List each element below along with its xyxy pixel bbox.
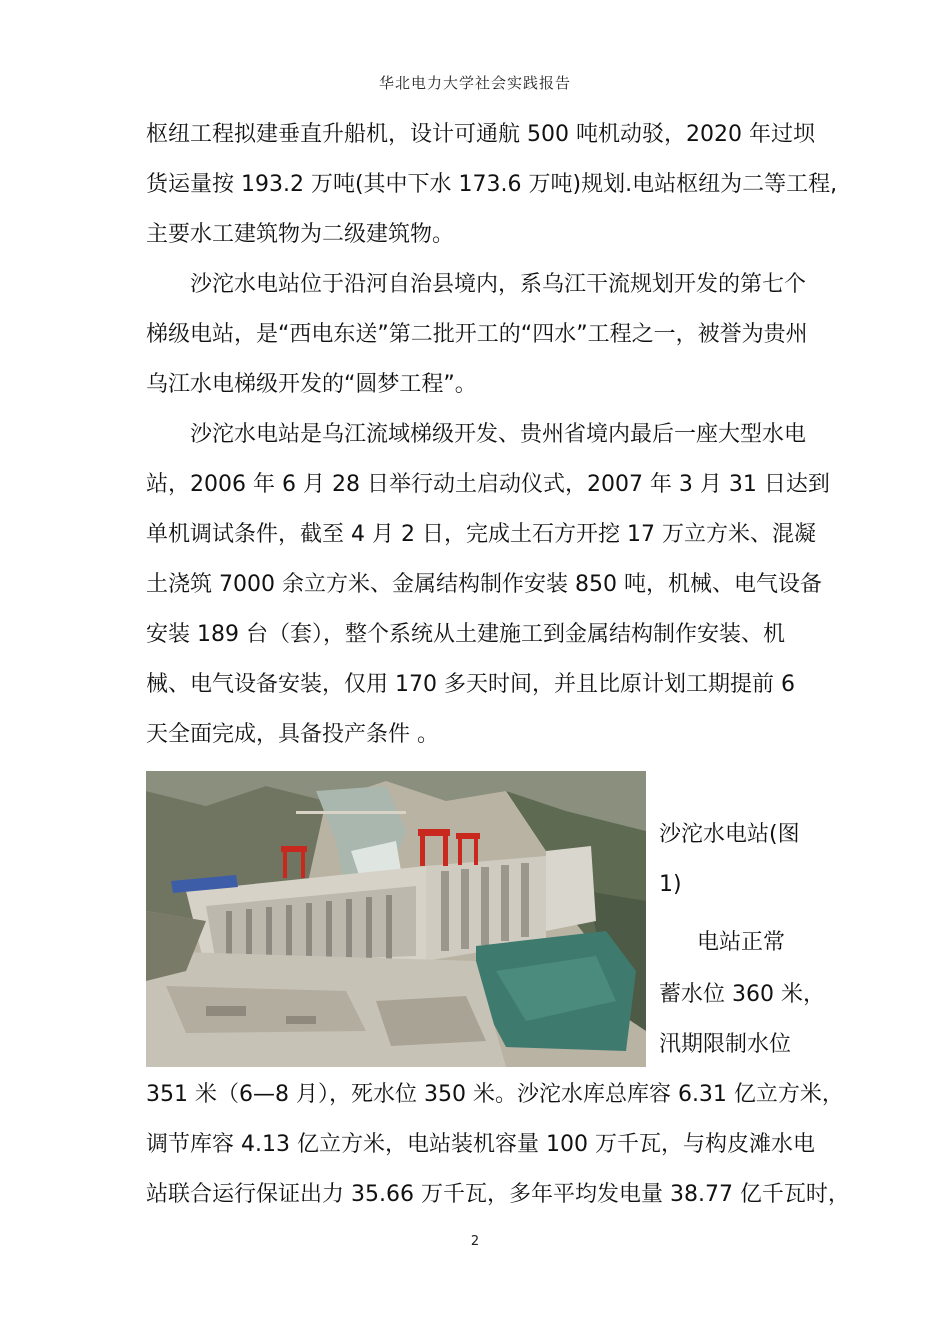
figure-caption: 1) xyxy=(659,872,682,897)
paragraph-line: 土浇筑 7000 余立方米、金属结构制作安装 850 吨，机械、电气设备 xyxy=(146,572,822,597)
paragraph-line: 站联合运行保证出力 35.66 万千瓦，多年平均发电量 38.77 亿千瓦时， xyxy=(146,1182,850,1207)
dam-photo xyxy=(146,771,646,1067)
paragraph-line: 乌江水电梯级开发的“圆梦工程”。 xyxy=(146,372,477,397)
paragraph-line: 天全面完成，具备投产条件 。 xyxy=(146,722,439,747)
paragraph-line: 站，2006 年 6 月 28 日举行动土启动仪式，2007 年 3 月 31 日达到 xyxy=(146,472,830,497)
paragraph-line: 蓄水位 360 米， xyxy=(659,982,825,1007)
paragraph-line: 调节库容 4.13 亿立方米，电站装机容量 100 万千瓦，与构皮滩水电 xyxy=(146,1132,815,1157)
paragraph-line: 沙沱水电站位于沿河自治县境内，系乌江干流规划开发的第七个 xyxy=(190,272,807,297)
paragraph-line: 梯级电站，是“西电东送”第二批开工的“四水”工程之一，被誉为贵州 xyxy=(146,322,808,347)
paragraph-line: 械、电气设备安装，仅用 170 多天时间，并且比原计划工期提前 6 xyxy=(146,672,795,697)
paragraph-line: 主要水工建筑物为二级建筑物。 xyxy=(146,222,455,247)
page-header: 华北电力大学社会实践报告 xyxy=(378,74,571,92)
paragraph-line: 安装 189 台（套），整个系统从土建施工到金属结构制作安装、机 xyxy=(146,622,785,647)
paragraph-line: 电站正常 xyxy=(697,930,786,955)
paragraph-line: 枢纽工程拟建垂直升船机，设计可通航 500 吨机动驳，2020 年过坝 xyxy=(146,122,815,147)
paragraph-line: 汛期限制水位 xyxy=(659,1032,792,1057)
page-number: 2 xyxy=(470,1234,480,1249)
paragraph-line: 货运量按 193.2 万吨(其中下水 173.6 万吨)规划.电站枢纽为二等工程, xyxy=(146,172,838,197)
figure-caption: 沙沱水电站(图 xyxy=(659,822,800,847)
paragraph-line: 沙沱水电站是乌江流域梯级开发、贵州省境内最后一座大型水电 xyxy=(190,422,807,447)
paragraph-line: 单机调试条件，截至 4 月 2 日，完成土石方开挖 17 万立方米、混凝 xyxy=(146,522,816,547)
paragraph-line: 351 米（6—8 月），死水位 350 米。沙沱水库总库容 6.31 亿立方米， xyxy=(146,1082,844,1107)
